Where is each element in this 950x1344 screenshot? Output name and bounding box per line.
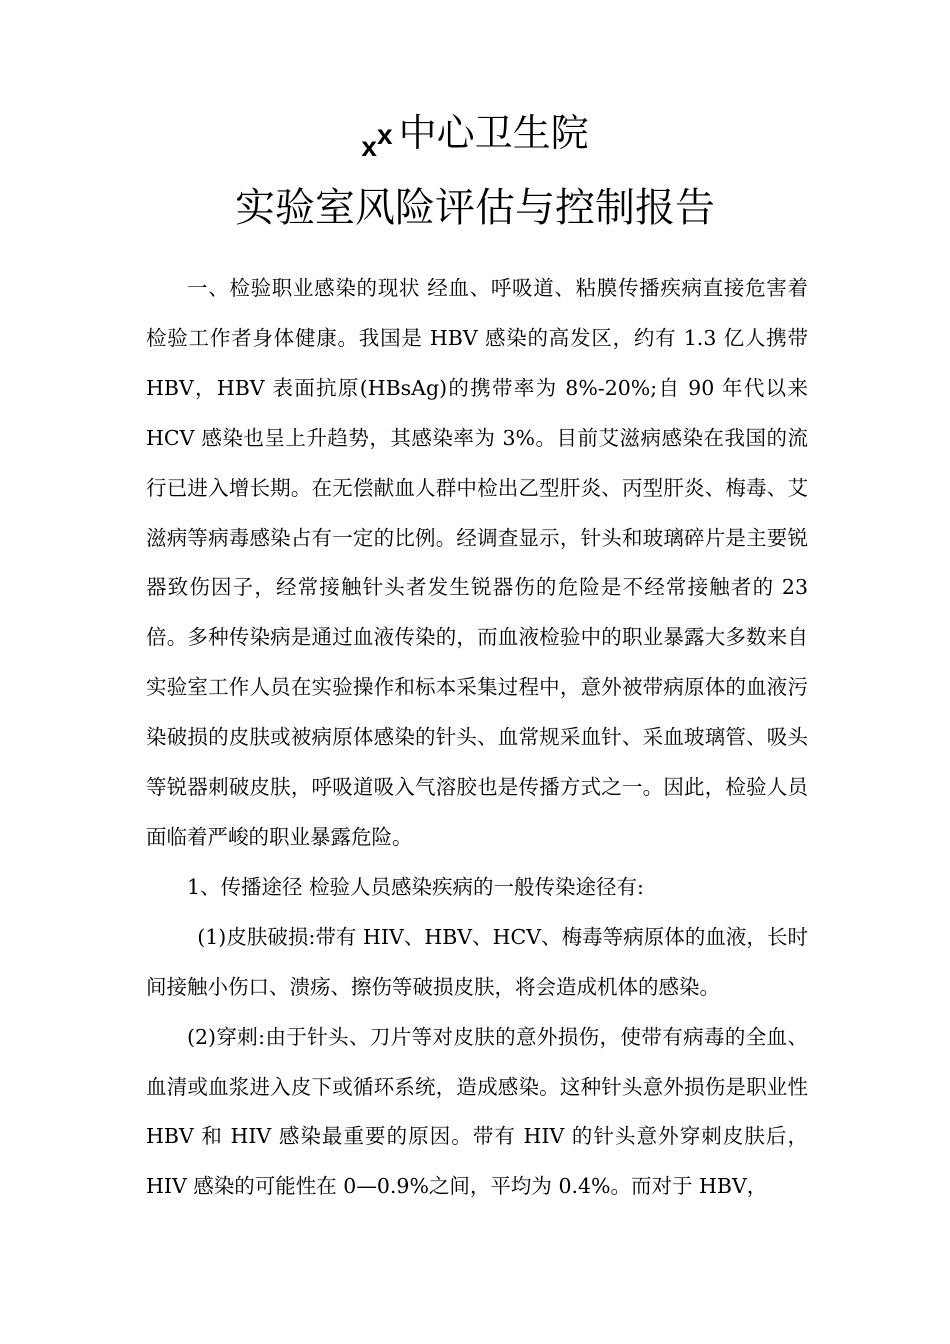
title-main-text: 中心卫生院	[398, 111, 589, 155]
document-body	[146, 264, 808, 1212]
paragraph-occupational-infection-status: 一、检验职业感染的现状 经血、呼吸道、粘膜传播疾病直接危害着检验工作者身体健康。我国是 HBV 感染的高发区，约有 1.3 亿人携带 HBV，HBV 表面抗原(HBsAg)的携带率为 8%-20%;自 90 年代以来 HCV 感染也呈上升趋势，其感染率为 3%。目前艾滋病感染在我国的流行已进入增长期。在无偿献血人群中检出乙型肝炎、丙型肝炎、梅毒、艾滋病等病毒感染占有一定的比例。经调查显示，针头和玻璃碎片是主要锐器致伤因子，经常接触针头者发生锐器伤的危险是不经常接触者的 23 倍。多种传染病是通过血液传染的，而血液检验中的职业暴露大多数来自实验室工作人员在实验操作和标本采集过程中，意外被带病原体的血液污染破损的皮肤或被病原体感染的针头、血常规采血针、采血玻璃管、吸头等锐器刺破皮肤，呼吸道吸入气溶胶也是传播方式之一。因此，检验人员面临着严峻的职业暴露危险。	[146, 276, 808, 849]
paragraph-puncture: (2)穿刺:由于针头、刀片等对皮肤的意外损伤，使带有病毒的全血、血清或血浆进入皮下或循环系统，造成感染。这种针头意外损伤是职业性 HBV 和 HIV 感染最重要的原因。带有 HIV 的针头意外穿刺皮肤后，HIV 感染的可能性在 0—0.9%之间，平均为 0.4%。而对于 HBV，	[146, 1024, 808, 1199]
paragraph-skin-damage: (1)皮肤破损:带有 HIV、HBV、HCV、梅毒等病原体的血液，长时间接触小伤口、溃疡、擦伤等破损皮肤，将会造成机体的感染。	[146, 924, 808, 999]
title-prefix-x-upper: x	[376, 119, 393, 150]
document-title	[0, 108, 950, 162]
paragraph-transmission-routes: 1、传播途径 检验人员感染疾病的一般传染途径有:	[187, 874, 644, 899]
title-prefix-x-lower: x	[361, 131, 377, 162]
document-subtitle: 实验室风险评估与控制报告	[235, 185, 715, 231]
